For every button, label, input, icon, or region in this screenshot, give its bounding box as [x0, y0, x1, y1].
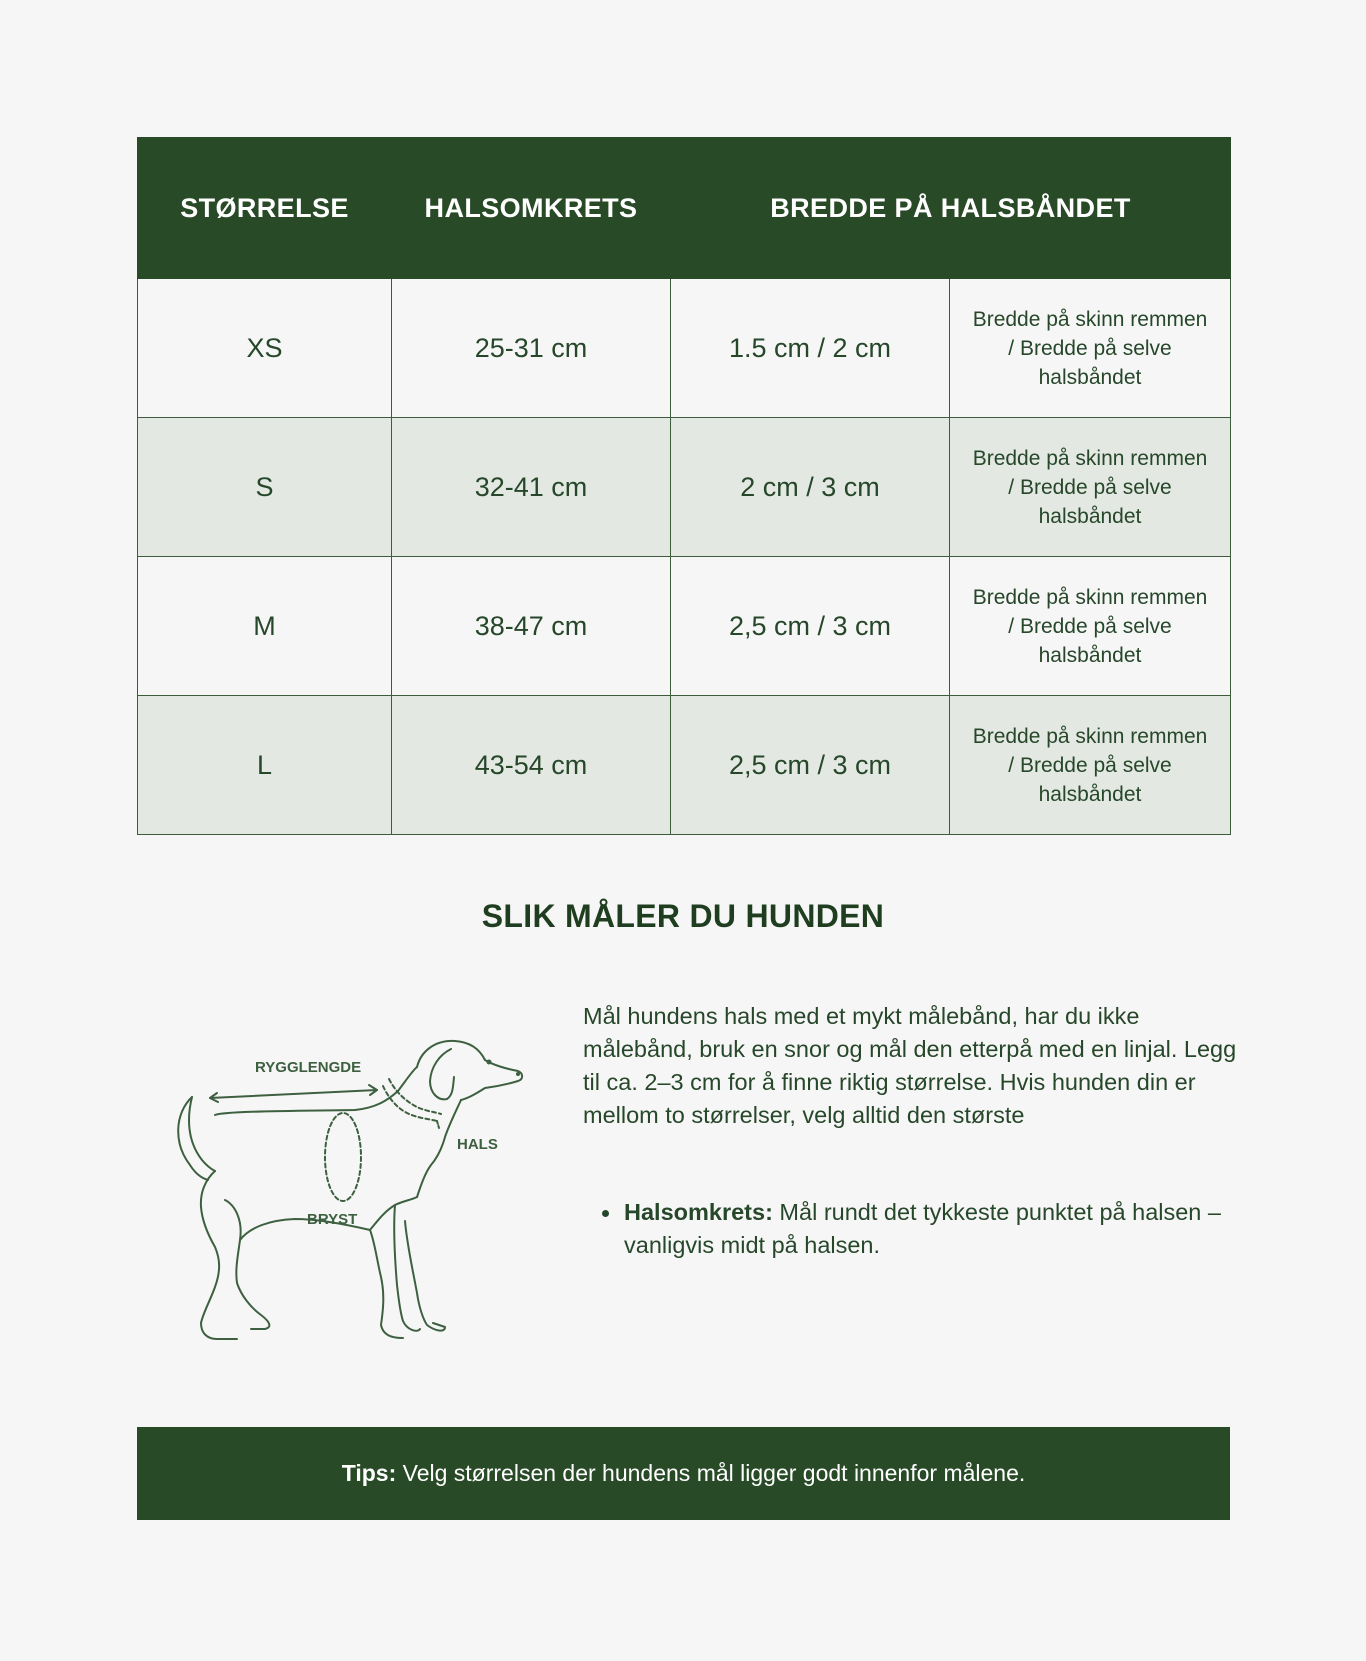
width-cell: 2,5 cm / 3 cm — [671, 696, 950, 835]
list-item — [583, 1196, 1238, 1262]
bullet-term: Halsomkrets: — [624, 1199, 773, 1225]
width-cell: 1.5 cm / 2 cm — [671, 279, 950, 418]
dog-measurement-illustration — [155, 1015, 555, 1350]
size-cell: L — [138, 696, 392, 835]
table-row — [138, 418, 1231, 557]
table-row — [138, 696, 1231, 835]
width-cell: 2,5 cm / 3 cm — [671, 557, 950, 696]
header-size: STØRRELSE — [138, 138, 392, 279]
header-collar-width: BREDDE PÅ HALSBÅNDET — [671, 138, 1231, 279]
table-row — [138, 279, 1231, 418]
header-neck-circumference: HALSOMKRETS — [392, 138, 671, 279]
measurement-list — [583, 1196, 1238, 1262]
measurement-instructions: Mål hundens hals med et mykt målebånd, har du ikke målebånd, bruk en snor og mål den etterpå med en linjal. Legg til ca. 2–3 cm for å finne riktig størrelse. Hvis hunden din er mellom to størrelser, velg alltid den største — [583, 1003, 1237, 1128]
size-cell: M — [138, 557, 392, 696]
size-cell: XS — [138, 279, 392, 418]
neck-label: HALS — [457, 1136, 498, 1153]
dog-outline-icon — [155, 1015, 555, 1350]
neck-cell: 32-41 cm — [392, 418, 671, 557]
table-row — [138, 557, 1231, 696]
tips-banner — [137, 1427, 1230, 1520]
tips-label: Tips: — [341, 1460, 397, 1486]
width-cell: 2 cm / 3 cm — [671, 418, 950, 557]
neck-cell: 25-31 cm — [392, 279, 671, 418]
neck-cell: 43-54 cm — [392, 696, 671, 835]
back-length-label: RYGGLENGDE — [255, 1059, 362, 1076]
width-note-cell: Bredde på skinn remmen / Bredde på selve halsbåndet — [950, 418, 1231, 557]
width-note-cell: Bredde på skinn remmen / Bredde på selve halsbåndet — [950, 279, 1231, 418]
bullet-text: Mål rundt det tykkeste punktet på halsen – vanligvis midt på halsen. — [624, 1199, 1221, 1258]
chest-label: BRYST — [307, 1211, 358, 1228]
width-note-cell: Bredde på skinn remmen / Bredde på selve halsbåndet — [950, 557, 1231, 696]
neck-cell: 38-47 cm — [392, 557, 671, 696]
size-cell: S — [138, 418, 392, 557]
size-table-header-row — [138, 138, 1231, 279]
section-title: SLIK MÅLER DU HUNDEN — [481, 898, 885, 934]
tips-text: Velg størrelsen der hundens mål ligger godt innenfor målene. — [396, 1460, 1026, 1486]
size-chart-table — [137, 137, 1231, 835]
width-note-cell: Bredde på skinn remmen / Bredde på selve halsbåndet — [950, 696, 1231, 835]
